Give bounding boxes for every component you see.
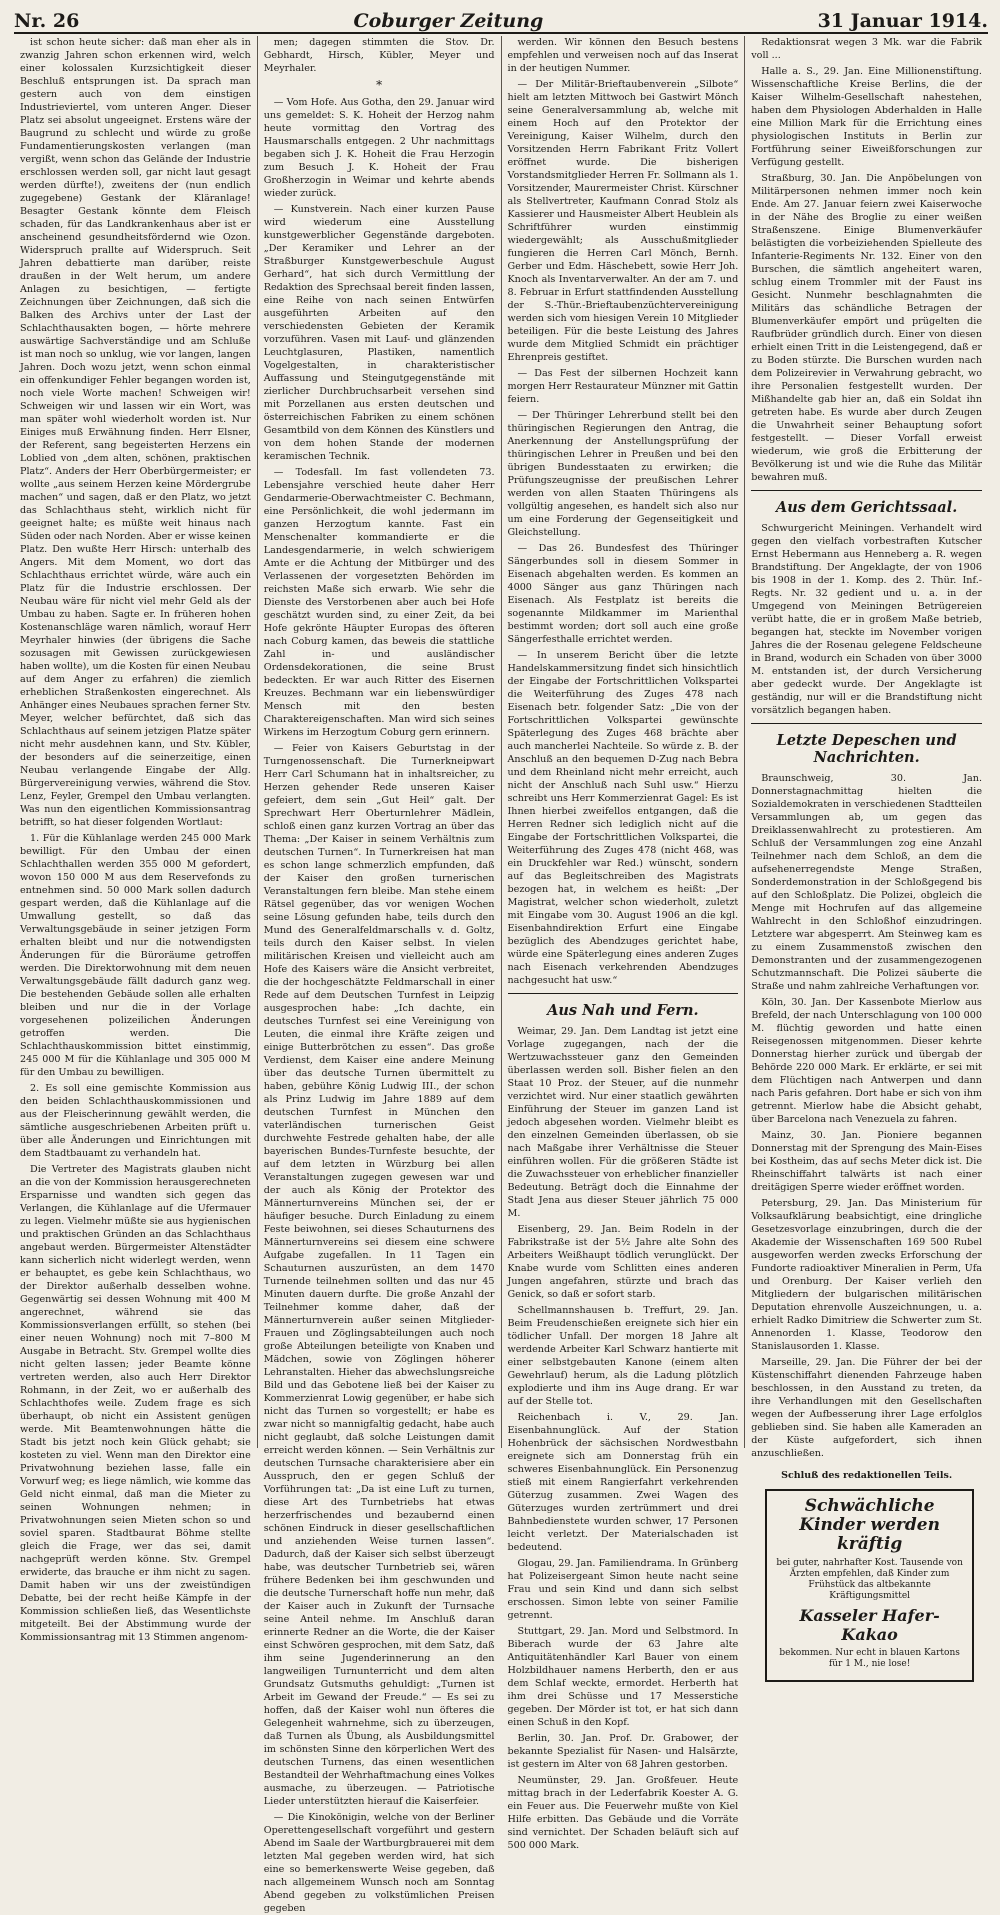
- article-paragraph: — Todesfall. Im fast vollendeten 73. Lebensjahre verschied heute daher Herr Gendarmerie-Oberwachtmeister C. Bechmann, eine Persönlichkeit, die wohl jedermann im ganzen Herzogtum kannte. Fast ein Menschenalter kommandierte er die Landesgendarmerie, in welch schwierigem Amte er die Achtung der Mitbürger und des Verlassenen der vorgesetzten Behörden im reichsten Maße sich erwarb. Wie sehr die Dienste des Verstorbenen aber auch bei Hofe geschätzt wurden sind, zu einer Zeit, da bei Hofe gekrönte Häupter Europas des öfteren nach Coburg kamen, das beweis die stattliche Zahl in- und ausländischer Ordensdekorationen, die seine Brust bedeckten. Er war auch Ritter des Eisernen Kreuzes. Bechmann war ein liebenswürdiger Mensch mit den besten Charaktereigenschaften. Man wird sich seines Wirkens im Herzogtum Coburg gern erinnern.: [263, 467, 495, 738]
- ad-product-name: Kasseler Hafer-Kakao: [799, 1606, 940, 1644]
- article-paragraph: Stuttgart, 29. Jan. Mord und Selbstmord. In Biberach wurde der 63 Jahre alte Antiquitätenhändler Karl Bauer von einem Holzbildhauer namens Herberth, den er aus dem Schlaf weckte, ermordet. Herberth hat ihm drei Schüsse und 17 Messerstiche gegeben. Der Mörder ist tot, er hat sich dann einen Schuß in den Kopf.: [507, 1626, 739, 1728]
- article-paragraph: Eisenberg, 29. Jan. Beim Rodeln in der Fabrikstraße ist der 5½ Jahre alte Sohn des Arbeiters Weißhaupt tödlich verunglückt. Der Knabe wurde vom Schlitten eines anderen Jungen angefahren, stürzte und brach das Genick, so daß er sofort starb.: [507, 1224, 739, 1300]
- column-2: [258, 36, 502, 1914]
- article-paragraph: — Der Militär-Brieftaubenverein „Silbote“ hielt am letzten Mittwoch bei Gastwirt Mönch seine Generalversammlung ab, welche mit einem Hoch auf den Protektor der Vereinigung, Kaiser Wilhelm, durch den Vorsitzenden Herrn Fabrikant Fritz Vollert eröffnet wurde. Die bisherigen Vorstandsmitglieder Herren Fr. Sollmann als 1. Vorsitzender, Maurermeister Christ. Kürschner als Stellvertreter, Kaufmann Conrad Stolz als Kassierer und Hausmeister Albert Heublein als Schriftführer wurden einstimmig wiedergewählt; als Ausschußmitglieder fungieren die Herren Carl Mönch, Bernh. Gerber und Edm. Häschebett, sowie Herr Joh. Knoch als Inventarverwalter. An der am 7. und 8. Februar in Erfurt stattfindenden Ausstellung der S.-Thür.-Brieftaubenzüchtervereinigung werden sich vom hiesigen Verein 10 Mitglieder beteiligen. Für die beste Leistung des Jahres wurde dem Mitglied Schmidt ein prächtiger Ehrenpreis gestiftet.: [507, 79, 739, 363]
- article-paragraph: men; dagegen stimmten die Stov. Dr. Gebhardt, Hirsch, Kübler, Meyer und Meyrhaler.: [263, 37, 495, 74]
- article-paragraph: — Das Fest der silbernen Hochzeit kann morgen Herr Restaurateur Münzner mit Gattin feiern.: [507, 368, 739, 405]
- article-paragraph: Halle a. S., 29. Jan. Eine Millionenstiftung. Wissenschaftliche Kreise Berlins, die der Kaiser Wilhelm-Gesellschaft nahestehen, haben dem Physiologen Abderhalden in Halle eine Million Mark für die Errichtung eines physiologischen Instituts in Berlin zur Fortführung seiner Eiweißforschungen zur Verfügung gestellt.: [751, 66, 982, 168]
- article-paragraph: — Feier von Kaisers Geburtstag in der Turngenossenschaft. Die Turnerkneipwart Herr Carl Schumann hat in inhaltsreicher, zu Herzen gehender Rede unseren Kaiser gefeiert, dem sein „Gut Heil“ galt. Der Sprechwart Herr Oberturnlehrer Mädlein, schloß einen ganz kurzen Vortrag an über das Thema: „Der Kaiser in seinem Verhältnis zum deutschen Turnen“. In Turnerkreisen hat man es schon lange schmerzlich empfunden, daß der Kaiser den großen turnerischen Veranstaltungen fern bleibe. Man stehe einem Rätsel gegenüber, das vor wenigen Wochen seine Lösung gefunden habe, teils durch den Mund des Generalfeldmarschalls v. d. Goltz, teils durch den Kaiser selbst. In vielen militärischen Kreisen und vielleicht auch am Hofe des Kaisers wäre die Ansicht verbreitet, die der hochgeschätzte Feldmarschall in einer Rede auf dem Deutschen Turnfest in Leipzig ausgesprochen habe: „Ich dachte, ein deutsches Turnfest sei eine Vereinigung von Leuten, die einmal ihre Kräfte zeigen und einige Butterbrötchen zu essen“. Das große Verdienst, dem Kaiser eine andere Meinung über das deutsche Turnen übermittelt zu haben, gebühre König Ludwig III., der schon als Prinz Ludwig im Jahre 1889 auf dem deutschen Turnfest in München den vaterländischen turnerischen Geist durchwehte Festrede gehalten habe, der alle bayerischen Bundes-Turnfeste besuchte, der auf dem letzten in Würzburg bei allen Veranstaltungen zugegen gewesen war und der auch als König der Protektor des Männerturnvereins München sei, der er häufiger besuche. Durch Einladung zu einem Feste beiwohnen, sei dieses Schauturnens des Männerturnvereins sei diesem eine schwere Aufgabe zugefallen. In 11 Tagen ein Schauturnen auszurüsten, an dem 1470 Turnende teilnehmen sollten und das nur 45 Minuten dauern durfte. Die große Anzahl der Teilnehmer komme daher, daß der Männerturnverein außer seinen Mitglieder-Frauen und Zöglingsabteilungen auch noch große Abteilungen beteiligte von Knaben und Mädchen, sowie von Zöglingen höherer Lehranstalten. Hieher das abwechslungsreiche Bild und das Gebotene ließ bei der Kaiser zu Kommerzienrat Lowig gegenüber, er habe sich nicht das Turnen so vorgestellt; er habe es zwar nicht so mannigfaltig gedacht, habe auch nicht geglaubt, daß solche Leistungen damit erreicht werden können. — Sein Verhältnis zur deutschen Turnsache charakterisiere aber ein Ausspruch, den er gegen Schluß der Vorführungen tat: „Da ist eine Luft zu turnen, diese Art des Turnbetriebs hat etwas herzerfrischendes und bezaubernd einen schönen Eindruck in dieser gesellschaftlichen und anziehenden Weise turnen lassen“. Dadurch, daß der Kaiser sich selbst überzeugt habe, was deutscher Turnbetrieb sei, wären frühere Bedenken bei ihm geschwunden und die deutsche Turnerschaft hoffe nun mehr, daß der Kaiser auch in Zukunft der Turnsache seine Anteil nehme. Im Anschluß daran erinnerte Redner an die Worte, die der Kaiser einst Schwören gesprochen, mit dem Satz, daß ihm seine Jugenderinnerung an den langweiligen Turnunterricht und dem alten Grundsatz Gutsmuths gehuldigt: „Turnen ist Arbeit im Gewand der Freude.“ — Es sei zu hoffen, daß der Kaiser wohl nun öfteres die Gelegenheit wahrnehme, sich zu überzeugen, daß Turnen als Übung, als Ausbildungsmittel im schönsten Sinne den körperlichen Wert des deutschen Turnens, das einen wesentlichen Bestandteil der Wehrhaftmachung eines Volkes ausmache, zu überzeugen. — Patriotische Lieder unterstützten hierauf die Kaiserfeier.: [263, 743, 495, 1807]
- article-paragraph: 1. Für die Kühlanlage werden 245 000 Mark bewilligt. Für den Umbau der einen Schlachthallen werden 355 000 M gefordert, wovon 150 000 M aus dem Reservefonds zu entnehmen sind. 50 000 Mark sollen dadurch gespart werden, daß die Kühlanlage auf die Umwallung gestellt, so daß das Verwaltungsgebäude in seiner jetzigen Form erhalten bleibt und nur die notwendigsten Änderungen für die Büroräume getroffen werden. Die Direktorwohnung mit dem neuen Verwaltungsgebäude fällt dadurch ganz weg. Die bestehenden Gebäude sollen alle erhalten bleiben und nur die in der Vorlage vorgesehenen polizeilichen Änderungen getroffen werden. Die Schlachthauskommission bittet einstimmig, 245 000 M für die Kühlanlage und 305 000 M für den Umbau zu bewilligen.: [20, 833, 251, 1078]
- section-heading: Letzte Depeschen und Nachrichten.: [776, 732, 957, 766]
- section-separator: *: [376, 78, 383, 92]
- column-1: [14, 36, 258, 1643]
- article-paragraph: ist schon heute sicher: daß man eher als in zwanzig Jahren schon erkennen wird, welch einer kolossalen Kurzsichtigkeit dieser Beschluß entsprungen ist. Da sprach man gestern auch von dem einstigen Industrieviertel, vom unteren Anger. Dieser Platz sei absolut ungeeignet. Erstens wäre der Baugrund zu schlecht und würde zu große Fundamentierungskosten verlangen (man vergißt, wenn schon das Gelände der Industrie erschlossen werden soll, gar nicht laut gesagt werden dürfte!), zweitens der (nun endlich zugegebene) Gestank der Kläranlage! Besagter Gestank könnte dem Fleisch schaden, für das Landkrankenhaus aber ist er anscheinend gesundheitsfördernd wie Ozon. Widerspruch prallte auf Widerspruch. Seit Jahren debattierte man darüber, reiste draußen in der Welt herum, um andere Anlagen zu besichtigen, — fertigte Zeichnungen über Zeichnungen, daß sich die Balken des Archivs unter der Last der Schlachthausakten bogen, — hörte mehrere auswärtige Sachverständige und am Schluße ist man noch so unklug, wie vor langen, langen Jahren. Doch wozu jetzt, wenn schon einmal ein offenkundiger Fehler begangen worden ist, noch viele Worte machen! Schweigen wir! Schweigen wir und lassen wir ein Wort, was man später wohl wiederholt worden ist. Nur Einiges muß Erwähnung finden. Herr Elsner, der Referent, sang begeisterten Herzens ein Loblied von „dem alten, schönen, praktischen Platz“. Anders der Herr Oberbürgermeister; er wollte „aus seinem Herzen keine Mördergrube machen“ und sagen, daß er den Platz, wo jetzt das Schlachthaus steht, wirklich nicht für geeignet halte; es müßte weit hinaus nach Süden oder nach Norden. Aber er wisse keinen Platz. Den wußte Herr Hirsch: unterhalb des Angers. Mit dem Moment, wo dort das Schlachthaus errichtet würde, wäre auch ein Platz für die Industrie erschlossen. Der Neubau wäre für nicht viel mehr Geld als der Umbau zu haben. Sagte er. In früheren hohen Kostenanschläge waren nämlich, worauf Herr Meyrhaler hinwies (der übrigens die Sache sozusagen mit Gewissen zurückgewiesen haben wollte), um die Kosten für einen Neubau auf dem Anger zu erfahren) die ziemlich erheblichen Straßenkosten eingerechnet. Als Anhänger eines Neubaues sprachen ferner Stv. Meyer, welcher befürchtet, daß sich das Schlachthaus auf seinem jetzigen Platze später nicht mehr ausdehnen kann, und Stv. Kübler, der besonders auf die seinerzeitige, einen Neubau verlangende Eingabe der Allg. Bürgervereinigung verwies, während die Stov. Lenz, Feyler, Grempel den Umbau verlangten. Was nun den eigentlichen Kommissionsantrag betrifft, so hat dieser folgenden Wortlaut:: [20, 37, 251, 828]
- article-paragraph: Die Vertreter des Magistrats glauben nicht an die von der Kommission herausgerechneten Ersparnisse und wandten sich gegen das Verlangen, die Kühlanlage auf die Ufermauer zu legen. Vielmehr müßte sie aus hygienischen und praktischen Gründen an das Schlachthaus angebaut werden. Bürgermeister Altenstädter kann sicherlich nicht widerlegt werden, wenn er behauptet, es gebe kein Schlachthaus, wo der Direktor außerhalb desselben wohne. Gegenwärtig sei dessen Wohnung mit 400 M angerechnet, während sie das Kommissionsverlangen erfüllt, so stehen (bei einer neuen Wohnung) noch mit 7–800 M Ausgabe in Betracht. Stv. Grempel wollte dies nicht gelten lassen; jeder Beamte könne vertreten werden, also auch Herr Direktor Rohmann, in der Zeit, wo er außerhalb des Schlachthofes weile. Zudem frage es sich überhaupt, ob nicht ein Assistent genügen werde. Mit Beamtenwohnungen hätte die Stadt bis jetzt noch kein Glück gehabt; sie kosteten zu viel. Wenn man den Direktor eine Privatwohnung beziehen lasse, falle ein Vorwurf weg; es liege nämlich, wie komme das Geld nicht einmal, daß man die Mieter zu seinen Wohnungen nehmen; in Privatwohnungen seien Mieten schon so und soviel sparen. Stadtbaurat Böhme stellte gleich die Frage, wer das sei, damit nachgeprüft werden könne. Stv. Grempel erwiderte, das brauche er ihm nicht zu sagen. Damit haben wir uns der zweistündigen Debatte, bei der recht heiße Kämpfe in der Kommission schließen ließ, das Wesentlichste mitgeteilt. Bei der Abstimmung wurde der Kommissionsantrag mit 13 Stimmen angenom-: [20, 1164, 251, 1643]
- article-paragraph: — Vom Hofe. Aus Gotha, den 29. Januar wird uns gemeldet: S. K. Hoheit der Herzog nahm heute vormittag den Vortrag des Hausmarschalls entgegen. 2 Uhr nachmittags begaben sich J. K. Hoheit die Frau Herzogin zum Besuch J. K. Hoheit der Frau Großherzogin in Weimar und kehrte abends wieder zurück.: [263, 97, 495, 199]
- article-paragraph: Petersburg, 29. Jan. Das Ministerium für Volksaufklärung beabsichtigt, eine dringliche Gesetzesvorlage einzubringen, durch die der Akademie der Wissenschaften 169 500 Rubel ausgeworfen werden zwecks Erforschung der Fundorte radioaktiver Mineralien in Perm, Ufa und Orenburg. Der Kaiser verlieh den Mitgliedern der bulgarischen militärischen Deputation ehrenvolle Auszeichnungen, u. a. erhielt Radko Dimitriew die Schwerter zum St. Annenorden 1. Klasse, Teodorow den Stanislausorden 1. Klasse.: [751, 1198, 982, 1352]
- paper-title: Coburger Zeitung: [353, 10, 544, 32]
- issue-number: Nr. 26: [14, 10, 80, 32]
- article-paragraph: — In unserem Bericht über die letzte Handelskammersitzung findet sich hinsichtlich der Eingabe der Fortschrittlichen Volkspartei die Weiterführung des Zuges 478 nach Eisenach betr. folgender Satz: „Die von der Fortschrittlichen Volkspartei gewünschte Späterlegung des Zuges 468 brächte aber auch mancherlei Nachteile. So würde z. B. der Anschluß an den bequemen D-Zug nach Bebra und dem Rheinland nicht mehr erreicht, auch nicht der Anschluß nach Suhl usw.“ Hierzu schreibt uns Herr Kommerzienrat Gagel: Es ist Ihnen hierbei zweifellos entgangen, daß die Herren Redner sich lediglich nicht auf die Eingabe der Fortschrittlichen Volkspartei, die Weiterführung des Zuges 478 (nicht 468, was ein Druckfehler war Red.) wünscht, sondern auf das Begleitschreiben des Magistrats bezogen hat, in welchem es heißt: „Der Magistrat, welcher schon wiederholt, zuletzt mit Eingabe vom 30. August 1906 an die kgl. Eisenbahndirektion Erfurt eine Eingabe bezüglich des Abendzuges gerichtet habe, würde eine Späterlegung eines anderen Zuges nach Eisenach verkehrenden Abendzuges nachgesucht hat usw.“: [507, 650, 739, 986]
- article-paragraph: Reichenbach i. V., 29. Jan. Eisenbahnunglück. Auf der Station Hohenbrück der sächsischen Nordwestbahn ereignete sich am Donnerstag früh ein schweres Eisenbahnunglück. Ein Personenzug stieß mit einem Rangierfahrt verkehrenden Güterzug zusammen. Zwei Wagen des Güterzuges wurden zertrümmert und drei Bahnbedienstete wurden schwer, 17 Personen leicht verletzt. Der Materialschaden ist bedeutend.: [507, 1412, 739, 1553]
- article-paragraph: Braunschweig, 30. Jan. Donnerstagnachmittag hielten die Sozialdemokraten in verschiedenen Stadtteilen Versammlungen ab, um gegen das Dreiklassenwahlrecht zu protestieren. Am Schluß der Versammlungen zog eine Anzahl Teilnehmer nach dem Schloß, an dem die aufsehenerregendste Menge Straßen, Sonderdemonstration in der Schloßgegend bis auf den Schloßplatz. Die Polizei, obgleich die Menge mit Hochrufen auf das allgemeine Wahlrecht in den Schloßhof einzudringen. Letztere war abgesperrt. Am Steinweg kam es zu einem Zusammenstoß zwischen den Demonstranten und der zusammengezogenen Schutzmannschaft. Die Polizei säuberte die Straße und nahm zahlreiche Verhaftungen vor.: [751, 773, 982, 992]
- section-heading: Aus dem Gerichtssaal.: [775, 499, 958, 516]
- column-4: [745, 36, 988, 1669]
- article-paragraph: — Die Kinokönigin, welche von der Berliner Operettengesellschaft vorgeführt und gestern Abend im Saale der Wartburgbrauerei mit dem letzten Mal gegeben werden wird, hat sich eine so bemerkenswerte Weise gegeben, daß nach allgemeinem Wunsch noch am Sonntag Abend gegeben zu volkstümlichen Preisen gegeben: [263, 1812, 495, 1914]
- article-paragraph: Neumünster, 29. Jan. Großfeuer. Heute mittag brach in der Lederfabrik Koester A. G. ein Feuer aus. Die Feuerwehr mußte von Kiel Hilfe erbitten. Das Gebäude und die Vorräte sind vernichtet. Der Schaden beläuft sich auf 500 000 Mark.: [507, 1775, 739, 1851]
- article-paragraph: Köln, 30. Jan. Der Kassenbote Mierlow aus Brefeld, der nach Unterschlagung von 100 000 M. flüchtig geworden und hatte einen Reisegenossen mitgenommen. Dieser kehrte Donnerstag hierher zurück und übergab der Behörde 220 000 Mark. Er erklärte, er sei mit dem Flüchtigen nach Antwerpen und dann nach Paris gefahren. Dort habe er sich von ihm getrennt. Mierlow habe die Absicht gehabt, über Barcelona nach Venezuela zu fahren.: [751, 997, 982, 1125]
- masthead: [14, 6, 988, 34]
- article-paragraph: Weimar, 29. Jan. Dem Landtag ist jetzt eine Vorlage zugegangen, nach der die Wertzuwachssteuer ganz den Gemeinden überlassen werden soll. Bisher fielen an den Staat 10 Proz. der Steuer, auf die nunmehr verzichtet wird. Nur einer staatlich gewährten Einführung der Steuer im ganzen Land ist jedoch abgesehen worden. Vielmehr bleibt es den einzelnen Gemeinden überlassen, ob sie nach Maßgabe ihrer Verhältnisse die Steuer einführen wollen. Für die größeren Städte ist die Zuwachssteuer von erheblicher finanzieller Bedeutung. Beträgt doch die Einnahme der Stadt Jena aus dieser Steuer jährlich 75 000 M.: [507, 1026, 739, 1219]
- article-paragraph: Redaktionsrat wegen 3 Mk. war die Fabrik voll ...: [751, 37, 982, 61]
- advertisement-box: [765, 1489, 974, 1682]
- article-paragraph: — Der Thüringer Lehrerbund stellt bei den thüringischen Regierungen den Antrag, die Anerkennung der Anstellungsprüfung der thüringischen Lehrer in Preußen und bei den übrigen Bundesstaaten zu erwirken; die Prüfungszeugnisse der preußischen Lehrer werden von allen Staaten Thüringens als vollgültig angesehen, es handelt sich also nur um eine Forderung der Gegenseitigkeit und Gleichstellung.: [507, 410, 739, 538]
- article-paragraph: Mainz, 30. Jan. Pioniere begannen Donnerstag mit der Sprengung des Main-Eises bei Kostheim, das auf sechs Meter dick ist. Die Rheinschiffahrt talwärts ist nach einer dreitägigen Sperre wieder eröffnet worden.: [751, 1130, 982, 1193]
- article-paragraph: Berlin, 30. Jan. Prof. Dr. Grabower, der bekannte Spezialist für Nasen- und Halsärzte, ist gestern im Alter von 68 Jahren gestorben.: [507, 1733, 739, 1770]
- article-paragraph: 2. Es soll eine gemischte Kommission aus den beiden Schlachthauskommissionen und aus der Fleischerinnung gewählt werden, die sämtliche ausgeschriebenen Arbeiten prüft u. über alle Änderungen und Einrichtungen mit dem Stadtbauamt zu verhandeln hat.: [20, 1083, 251, 1159]
- ad-body: bei guter, nahrhafter Kost. Tausende von Ärzten empfehlen, daß Kinder zum Frühstück das altbekannte Kräftigungsmittel: [776, 1558, 963, 1601]
- issue-date: 31 Januar 1914.: [817, 10, 988, 32]
- article-columns: [14, 36, 988, 1914]
- article-paragraph: Schellmannshausen b. Treffurt, 29. Jan. Beim Freudenschießen ereignete sich hier ein tödlicher Unfall. Der morgen 18 Jahre alt werdende Arbeiter Karl Schwarz hantierte mit einer selbstgebauten Kanone (einem alten Gewehrlauf) herum, als die Ladung plötzlich explodierte und ihm ins Auge drang. Er war auf der Stelle tot.: [507, 1305, 739, 1407]
- column-3: [502, 36, 746, 1851]
- article-paragraph: Schwurgericht Meiningen. Verhandelt wird gegen den vielfach vorbestraften Kutscher Ernst Hebermann aus Henneberg a. R. wegen Brandstiftung. Der Angeklagte, der von 1906 bis 1908 in der 1. Komp. des 2. Thür. Inf.-Regts. Nr. 32 gedient und u. a. in der Umgegend von Meiningen Betrügereien verübt hatte, die er in großem Maße betrieb, begangen hat, steckte im November vorigen Jahres die der Rosenau gelegene Feldscheune in Brand, wodurch ein Schaden von über 3000 M. entstanden ist, der durch Versicherung aber gedeckt wurde. Der Angeklagte ist geständig, nur will er die Brandstiftung nicht vorsätzlich begangen haben.: [751, 523, 982, 716]
- article-paragraph: — Das 26. Bundesfest des Thüringer Sängerbundes soll in diesem Sommer in Eisenach abgehalten werden. Es kommen an 4000 Sänger aus ganz Thüringen nach Eisenach. Als Festplatz ist bereits die sogenannte Mildkammer im Marienthal bestimmt worden; dort soll auch eine große Sängerfesthalle errichtet werden.: [507, 543, 739, 645]
- section-rule: [751, 490, 982, 491]
- article-paragraph: Marseille, 29. Jan. Die Führer der bei der Küstenschiffahrt dienenden Fahrzeuge haben beschlossen, in den Ausstand zu treten, da ihre Verhandlungen mit den Gesellschaften wegen der Aufbesserung ihrer Lage erfolglos geblieben sind. Sie haben alle Kameraden an der Küste aufgefordert, sich ihnen anzuschließen.: [751, 1357, 982, 1459]
- section-rule: [751, 723, 982, 724]
- article-paragraph: Glogau, 29. Jan. Familiendrama. In Grünberg hat Polizeisergeant Simon heute nacht seine Frau und sein Kind und dann sich selbst erschossen. Simon lebte von seiner Familie getrennt.: [507, 1558, 739, 1621]
- article-paragraph: werden. Wir können den Besuch bestens empfehlen und verweisen noch auf das Inserat in der heutigen Nummer.: [507, 37, 739, 74]
- section-heading: Aus Nah und Fern.: [547, 1002, 699, 1019]
- ad-footer: bekommen. Nur echt in blauen Kartons für 1 M., nie lose!: [779, 1648, 960, 1669]
- ad-headline: Schwächliche Kinder werden kräftig: [799, 1496, 940, 1554]
- article-paragraph: Straßburg, 30. Jan. Die Anpöbelungen von Militärpersonen nehmen immer noch kein Ende. Am 27. Januar feiern zwei Kaiserwoche in der Nähe des Broglie zu einer weißen Straßenszene. Einige Blumenverkäufer belästigten die vorbeiziehenden Spielleute des Infanterie-Regiments Nr. 132. Einer von den Burschen, die sämtlich angeheitert waren, schlug einem Trommler mit der Faust ins Gesicht. Nunmehr beschlagnahmten die Militärs das schändliche Betragen der Blumenverkäufer empört und prügelten die Raufbrüder gründlich durch. Einer von diesen erhielt einen Tritt in die Leistengegend, daß er zu Boden stürzte. Die Burschen wurden nach dem Polizeirevier in Verwahrung gebracht, wo ihre Personalien festgestellt wurden. Der Mißhandelte gab hier an, daß ein Soldat ihn getreten habe. Es wurde aber durch Zeugen die Unwahrheit seiner Behauptung sofort festgestellt. — Dieser Vorfall erweist wiederum, wie groß die Erbitterung der Bevölkerung ist und wie die Ruhe das Militär bewahren muß.: [751, 173, 982, 483]
- article-paragraph: — Kunstverein. Nach einer kurzen Pause wird wiederum eine Ausstellung kunstgewerblicher Gegenstände dargeboten. „Der Keramiker und Lehrer an der Straßburger Kunstgewerbeschule August Gerhard“, hat sich durch Vermittlung der Redaktion des Sprechsaal bereit finden lassen, eine Reihe von nach seinen Entwürfen ausgeführten Arbeiten auf den verschiedensten Gebieten der Keramik vorzuführen. Vasen mit Lauf- und glänzenden Leuchtglasuren, Plastiken, namentlich Vogelgestalten, in charakteristischer Auffassung und Steingutgegenstände mit zierlicher Durchbruchsarbeit versehen sind mit Porzellanen aus ersten deutschen und österreichischen Fabriken zu einem schönen Gesamtbild von dem Können des Künstlers und von dem hohen Stande der modernen keramischen Technik.: [263, 204, 495, 462]
- section-rule: [508, 993, 739, 994]
- editorial-end-note: Schluß des redaktionellen Teils.: [781, 1470, 953, 1481]
